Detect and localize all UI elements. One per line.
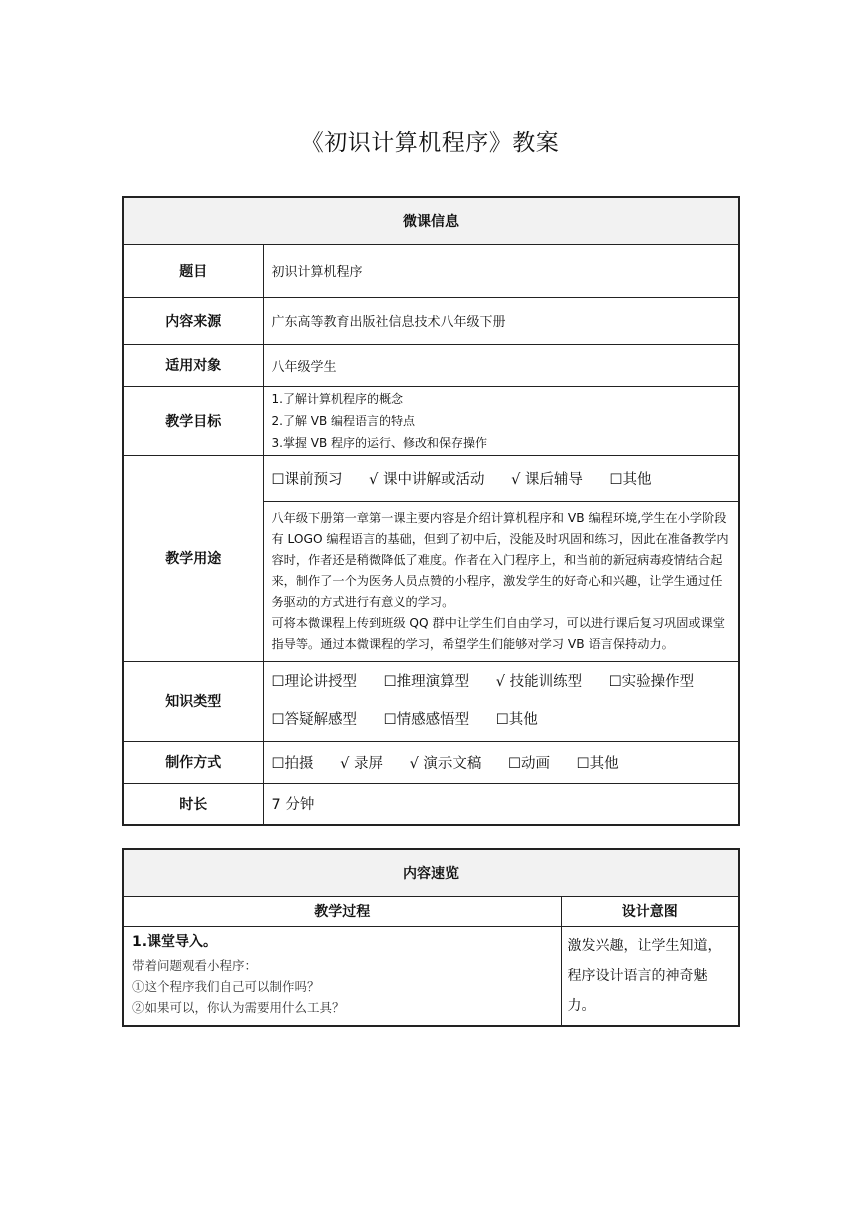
objective-item: 3.掌握 VB 程序的运行、修改和保存操作 bbox=[271, 435, 488, 450]
method-label: 制作方式 bbox=[123, 741, 263, 783]
knowledge-option: ☐情感感悟型 bbox=[383, 712, 470, 728]
objective-item: 1.了解计算机程序的概念 bbox=[271, 391, 403, 406]
topic-value: 初识计算机程序 bbox=[263, 244, 739, 297]
usage-label: 教学用途 bbox=[123, 455, 263, 661]
usage-options bbox=[263, 455, 739, 501]
audience-value: 八年级学生 bbox=[263, 344, 739, 386]
info-header: 微课信息 bbox=[123, 197, 739, 244]
usage-option: √ 课中讲解或活动 bbox=[369, 471, 485, 488]
intent-column-header: 设计意图 bbox=[561, 896, 739, 926]
design-intent: 激发兴趣，让学生知道，程序设计语言的神奇魅力。 bbox=[561, 926, 739, 1026]
method-option: √ 演示文稿 bbox=[409, 755, 482, 772]
process-cell bbox=[123, 926, 561, 1026]
method-option: ☐其他 bbox=[576, 755, 619, 772]
knowledge-option: ☐推理演算型 bbox=[383, 674, 470, 690]
knowledge-options bbox=[263, 661, 739, 741]
method-option: √ 录屏 bbox=[340, 755, 383, 772]
usage-option: ☐其他 bbox=[609, 471, 652, 488]
step-line: ①这个程序我们自己可以制作吗？ bbox=[132, 978, 320, 994]
usage-paragraph: 八年级下册第一章第一课主要内容是介绍计算机程序和 VB 编程环境,学生在小学阶段有 LOGO 编程语言的基础，但到了初中后，没能及时巩固和练习，因此在准备教学内容时，作者还是稍微降低了难度。作者在入门程序上，和当前的新冠病毒疫情结合起来，制作了一个为医务人员点赞的小程序，激发学生的好奇心和兴趣，让学生通过任务驱动的方式进行有意义的学习。 bbox=[271, 510, 729, 609]
source-label: 内容来源 bbox=[123, 297, 263, 344]
method-option: ☐动画 bbox=[508, 755, 551, 772]
source-value: 广东高等教育出版社信息技术八年级下册 bbox=[263, 297, 739, 344]
objectives-label: 教学目标 bbox=[123, 386, 263, 455]
duration-label: 时长 bbox=[123, 783, 263, 825]
step-title: 1.课堂导入。 bbox=[132, 933, 218, 950]
content-overview-table bbox=[122, 848, 740, 1027]
process-column-header: 教学过程 bbox=[123, 896, 561, 926]
usage-option: √ 课后辅导 bbox=[511, 471, 583, 488]
usage-paragraph: 可将本微课程上传到班级 QQ 群中让学生们自由学习，可以进行课后复习巩固或课堂指导等。通过本微课程的学习，希望学生们能够对学习 VB 语言保持动力。 bbox=[271, 615, 725, 651]
objectives-list bbox=[263, 386, 739, 455]
topic-label: 题目 bbox=[123, 244, 263, 297]
method-option: ☐拍摄 bbox=[271, 755, 314, 772]
knowledge-option: ☐其他 bbox=[495, 712, 538, 728]
knowledge-option: ☐理论讲授型 bbox=[271, 674, 357, 690]
objective-item: 2.了解 VB 编程语言的特点 bbox=[271, 413, 416, 428]
duration-value: 7 分钟 bbox=[263, 783, 739, 825]
page-title: 《初识计算机程序》教案 bbox=[300, 130, 560, 156]
step-line: 带着问题观看小程序： bbox=[132, 957, 258, 973]
knowledge-option: ☐实验操作型 bbox=[608, 674, 695, 690]
knowledge-option: ☐答疑解感型 bbox=[271, 712, 357, 728]
usage-option: ☐课前预习 bbox=[271, 471, 343, 488]
knowledge-label: 知识类型 bbox=[123, 661, 263, 741]
audience-label: 适用对象 bbox=[123, 344, 263, 386]
usage-description bbox=[263, 501, 739, 661]
method-options bbox=[263, 741, 739, 783]
overview-header: 内容速览 bbox=[123, 849, 739, 896]
step-line: ②如果可以，你认为需要用什么工具？ bbox=[132, 999, 345, 1015]
micro-lesson-info-table bbox=[122, 196, 740, 826]
knowledge-option: √ 技能训练型 bbox=[495, 674, 583, 690]
